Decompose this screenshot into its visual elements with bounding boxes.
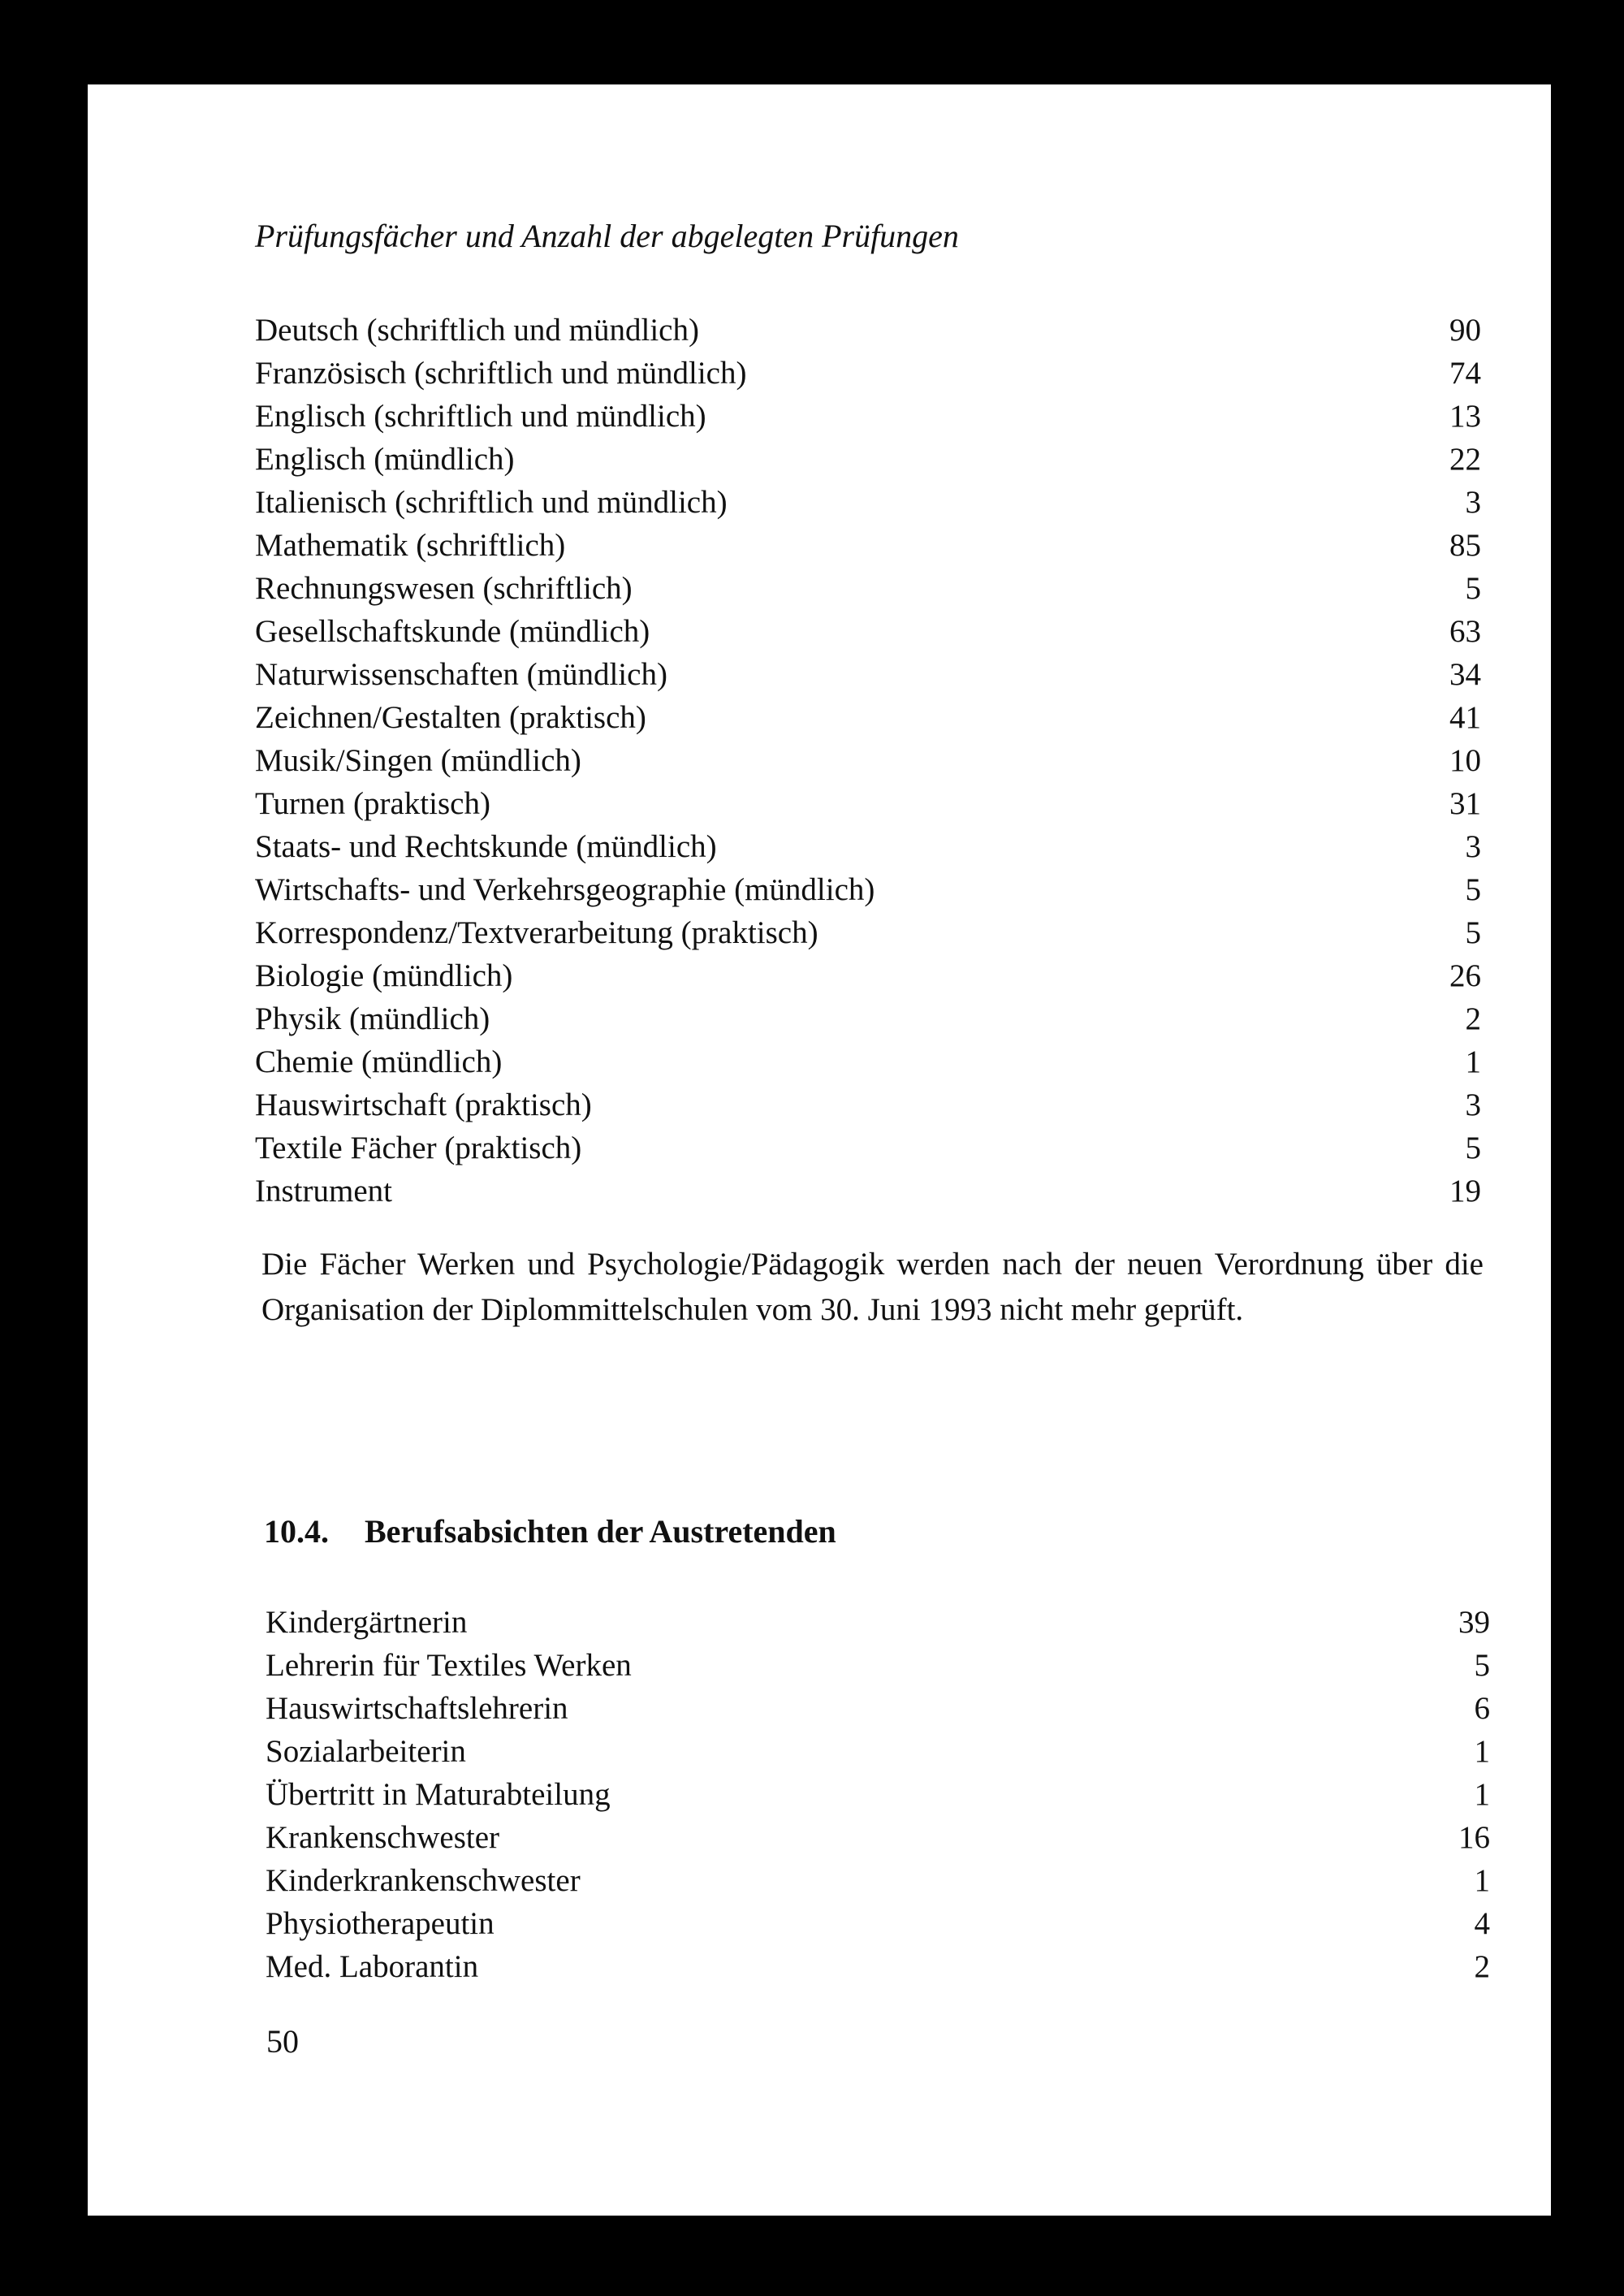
exam-count: 5 [1465,915,1481,950]
list-item [255,653,1481,696]
exam-count: 13 [1449,399,1481,434]
exam-count: 26 [1449,958,1481,993]
list-item [255,911,1481,954]
career-intentions-list [266,1601,1490,1988]
list-item [255,739,1481,782]
exam-count: 19 [1449,1174,1481,1209]
exam-count: 10 [1449,743,1481,778]
career-count: 1 [1474,1734,1490,1769]
exam-count: 3 [1465,1087,1481,1122]
exam-count: 5 [1465,872,1481,907]
exam-count: 2 [1465,1001,1481,1036]
list-item [255,954,1481,997]
career-label: Kinderkrankenschwester [266,1863,581,1898]
subject-label: Biologie (mündlich) [255,958,513,993]
list-item [255,1126,1481,1170]
career-label: Übertritt in Maturabteilung [266,1777,611,1812]
section-heading [264,1512,836,1550]
list-item [255,524,1481,567]
section-number: 10.4. [264,1513,329,1550]
list-item [255,997,1481,1040]
career-label: Krankenschwester [266,1820,500,1855]
career-label: Hauswirtschaftslehrerin [266,1691,568,1726]
list-item [255,782,1481,825]
document-page [88,84,1551,2216]
exam-count: 34 [1449,657,1481,692]
list-item [266,1859,1490,1902]
career-count: 5 [1474,1648,1490,1683]
career-label: Lehrerin für Textiles Werken [266,1648,632,1683]
exam-count: 1 [1465,1044,1481,1079]
list-item [266,1730,1490,1773]
exam-count: 5 [1465,571,1481,606]
subject-label: Italienisch (schriftlich und mündlich) [255,485,728,520]
list-item [255,825,1481,868]
list-item [266,1687,1490,1730]
page-number: 50 [266,2023,299,2060]
exam-count: 22 [1449,442,1481,477]
list-item [266,1773,1490,1816]
exam-count: 5 [1465,1131,1481,1165]
subject-label: Instrument [255,1174,392,1209]
subject-label: Englisch (schriftlich und mündlich) [255,399,706,434]
subject-label: Musik/Singen (mündlich) [255,743,581,778]
career-count: 39 [1458,1605,1490,1640]
list-item [255,352,1481,395]
exam-subjects-list [255,309,1481,1213]
subject-label: Englisch (mündlich) [255,442,515,477]
subject-label: Staats- und Rechtskunde (mündlich) [255,829,717,864]
subject-label: Deutsch (schriftlich und mündlich) [255,313,699,348]
career-label: Kindergärtnerin [266,1605,468,1640]
career-count: 2 [1474,1949,1490,1984]
exam-count: 85 [1449,528,1481,563]
subject-label: Physik (mündlich) [255,1001,490,1036]
subject-label: Wirtschafts- und Verkehrsgeographie (mündlich) [255,872,875,907]
career-count: 1 [1474,1863,1490,1898]
career-count: 4 [1474,1906,1490,1941]
subject-label: Textile Fächer (praktisch) [255,1131,582,1165]
list-item [266,1945,1490,1988]
subject-label: Mathematik (schriftlich) [255,528,566,563]
list-item [255,1170,1481,1213]
list-item [255,309,1481,352]
list-item [255,696,1481,739]
career-label: Sozialarbeiterin [266,1734,466,1769]
exam-count: 3 [1465,829,1481,864]
subject-label: Turnen (praktisch) [255,786,490,821]
exam-count: 3 [1465,485,1481,520]
list-item [255,395,1481,438]
subject-label: Französisch (schriftlich und mündlich) [255,356,747,391]
subject-label: Gesellschaftskunde (mündlich) [255,614,650,649]
list-item [266,1902,1490,1945]
exam-subjects-heading: Prüfungsfächer und Anzahl der abgelegten Prüfungen [255,218,959,254]
career-count: 16 [1458,1820,1490,1855]
career-count: 1 [1474,1777,1490,1812]
list-item [255,481,1481,524]
subject-label: Hauswirtschaft (praktisch) [255,1087,592,1122]
career-label: Med. Laborantin [266,1949,479,1984]
list-item [255,1083,1481,1126]
exam-count: 90 [1449,313,1481,348]
career-label: Physiotherapeutin [266,1906,495,1941]
subject-label: Naturwissenschaften (mündlich) [255,657,667,692]
subject-label: Korrespondenz/Textverarbeitung (praktisch) [255,915,818,950]
exam-count: 31 [1449,786,1481,821]
career-count: 6 [1474,1691,1490,1726]
exam-count: 74 [1449,356,1481,391]
list-item [255,610,1481,653]
list-item [266,1601,1490,1644]
exam-count: 41 [1449,700,1481,735]
list-item [255,567,1481,610]
section-title: Berufsabsichten der Austretenden [365,1513,836,1550]
exam-note-paragraph: Die Fächer Werken und Psychologie/Pädagogik werden nach der neuen Verordnung über die Organisation der Diplommittelschulen vom 30. Juni 1993 nicht mehr geprüft. [261,1247,1484,1327]
list-item [255,1040,1481,1083]
list-item [255,438,1481,481]
list-item [255,868,1481,911]
subject-label: Chemie (mündlich) [255,1044,503,1079]
list-item [266,1816,1490,1859]
list-item [266,1644,1490,1687]
exam-count: 63 [1449,614,1481,649]
subject-label: Zeichnen/Gestalten (praktisch) [255,700,646,735]
subject-label: Rechnungswesen (schriftlich) [255,571,633,606]
